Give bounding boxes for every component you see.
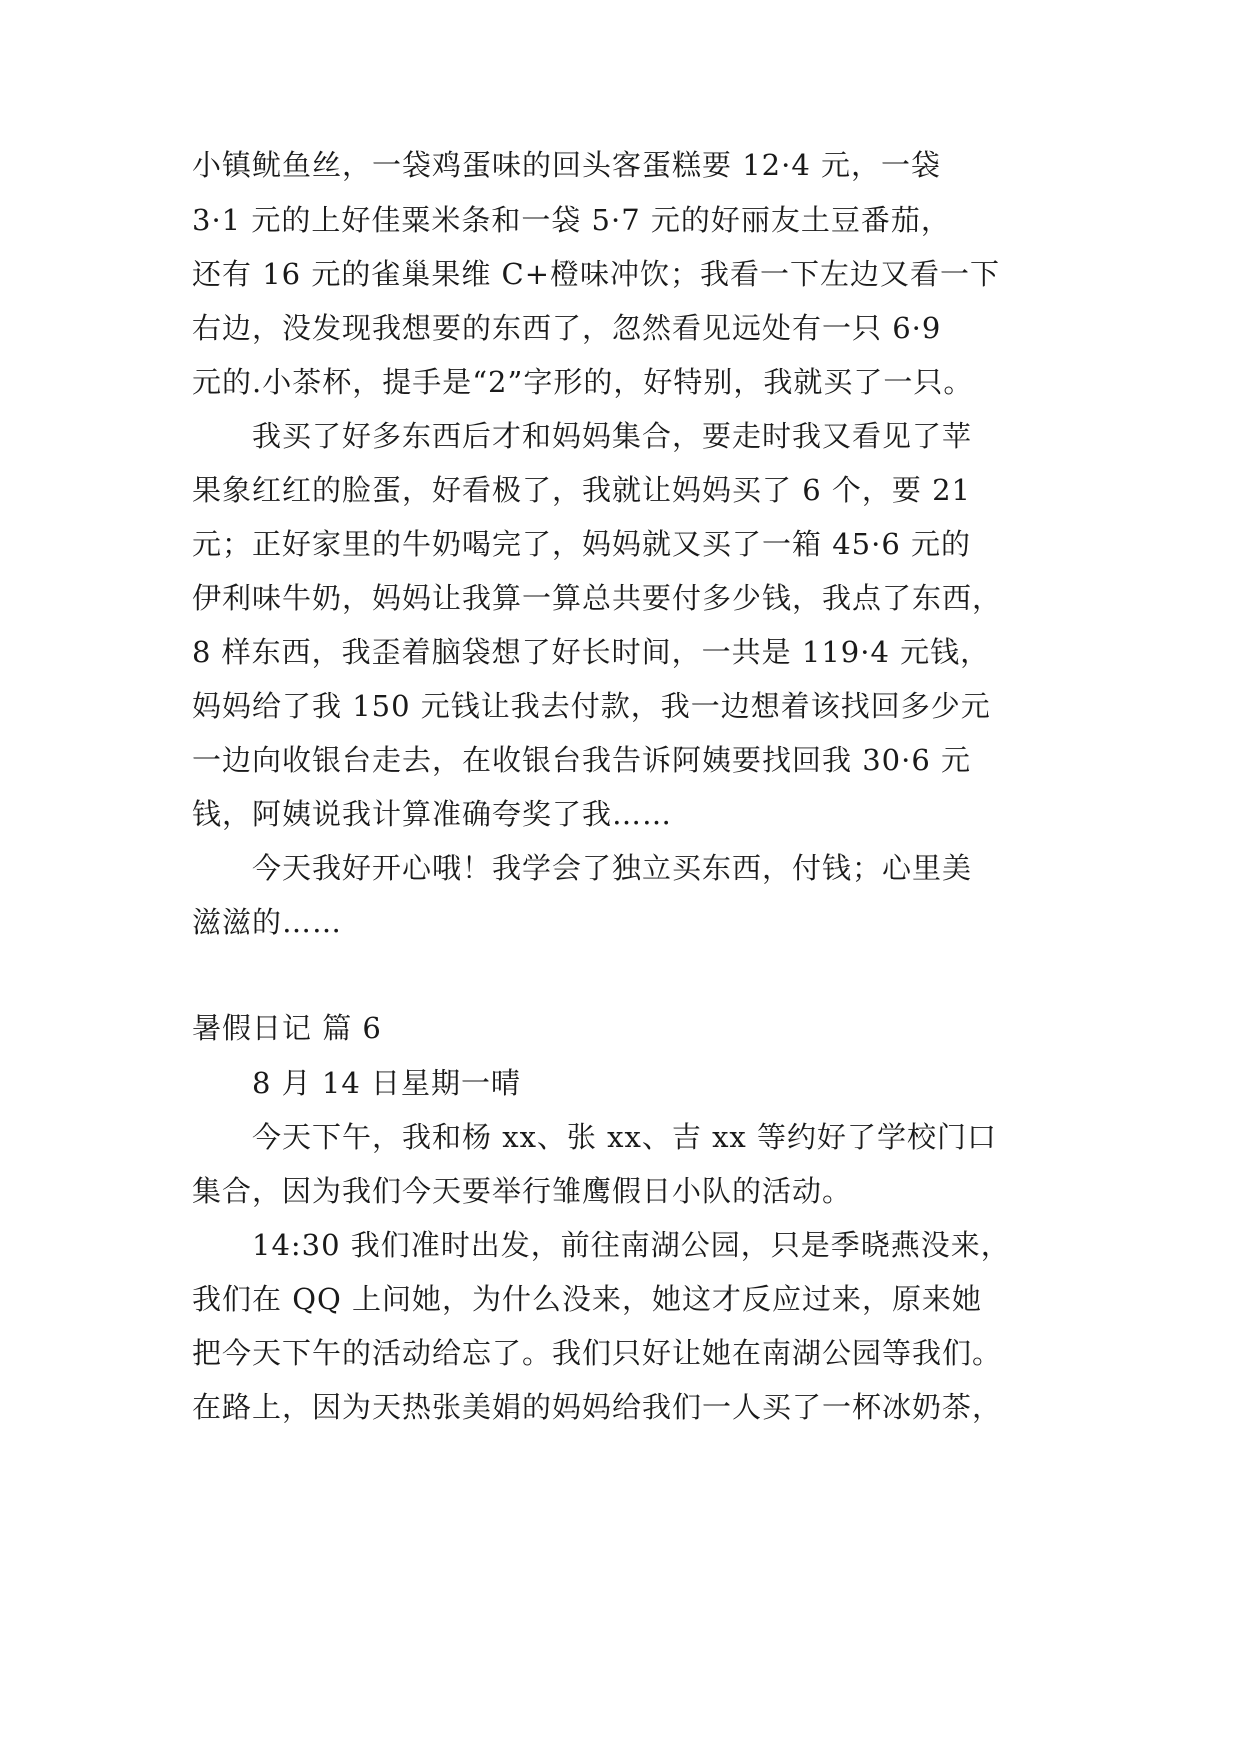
diary-date: 8 月 14 日星期一晴 [252,1066,522,1100]
text-line: 我们在 QQ 上问她，为什么没来，她这才反应过来，原来她 [192,1282,982,1316]
text-line: 妈妈给了我 150 元钱让我去付款，我一边想着该找回多少元 [192,689,991,723]
section-title: 暑假日记 篇 6 [192,1011,382,1045]
text-line: 把今天下午的活动给忘了。我们只好让她在南湖公园等我们。 [192,1336,1003,1370]
text-line: 8 样东西，我歪着脑袋想了好长时间，一共是 119·4 元钱， [192,635,991,669]
text-line: 钱，阿姨说我计算准确夸奖了我…… [192,797,673,831]
text-line: 右边，没发现我想要的东西了，忽然看见远处有一只 6·9 [192,311,942,345]
text-line: 果象红红的脸蛋，好看极了，我就让妈妈买了 6 个，要 21 [192,473,972,507]
text-line: 滋滋的…… [192,905,343,939]
text-line: 伊利味牛奶，妈妈让我算一算总共要付多少钱，我点了东西， [192,581,1003,615]
text-line: 在路上，因为天热张美娟的妈妈给我们一人买了一杯冰奶茶， [192,1390,1003,1424]
paragraph-start: 今天下午，我和杨 xx、张 xx、吉 xx 等约好了学校门口 [252,1120,998,1154]
text-line: 元；正好家里的牛奶喝完了，妈妈就又买了一箱 45·6 元的 [192,527,972,561]
text-line: 集合，因为我们今天要举行雏鹰假日小队的活动。 [192,1174,853,1208]
text-line: 小镇鱿鱼丝，一袋鸡蛋味的回头客蛋糕要 12·4 元，一袋 [192,148,942,182]
text-line: 一边向收银台走去，在收银台我告诉阿姨要找回我 30·6 元 [192,743,972,777]
paragraph-start: 我买了好多东西后才和妈妈集合，要走时我又看见了苹 [252,419,973,453]
paragraph-start: 14:30 我们准时出发，前往南湖公园，只是季晓燕没来， [252,1228,1011,1262]
paragraph-start: 今天我好开心哦！我学会了独立买东西，付钱；心里美 [252,851,973,885]
text-line: 3·1 元的上好佳粟米条和一袋 5·7 元的好丽友土豆番茄， [192,203,951,237]
text-line: 还有 16 元的雀巢果维 C+橙味冲饮；我看一下左边又看一下 [192,257,1001,291]
text-line: 元的.小茶杯，提手是“2”字形的，好特别，我就买了一只。 [192,365,974,399]
